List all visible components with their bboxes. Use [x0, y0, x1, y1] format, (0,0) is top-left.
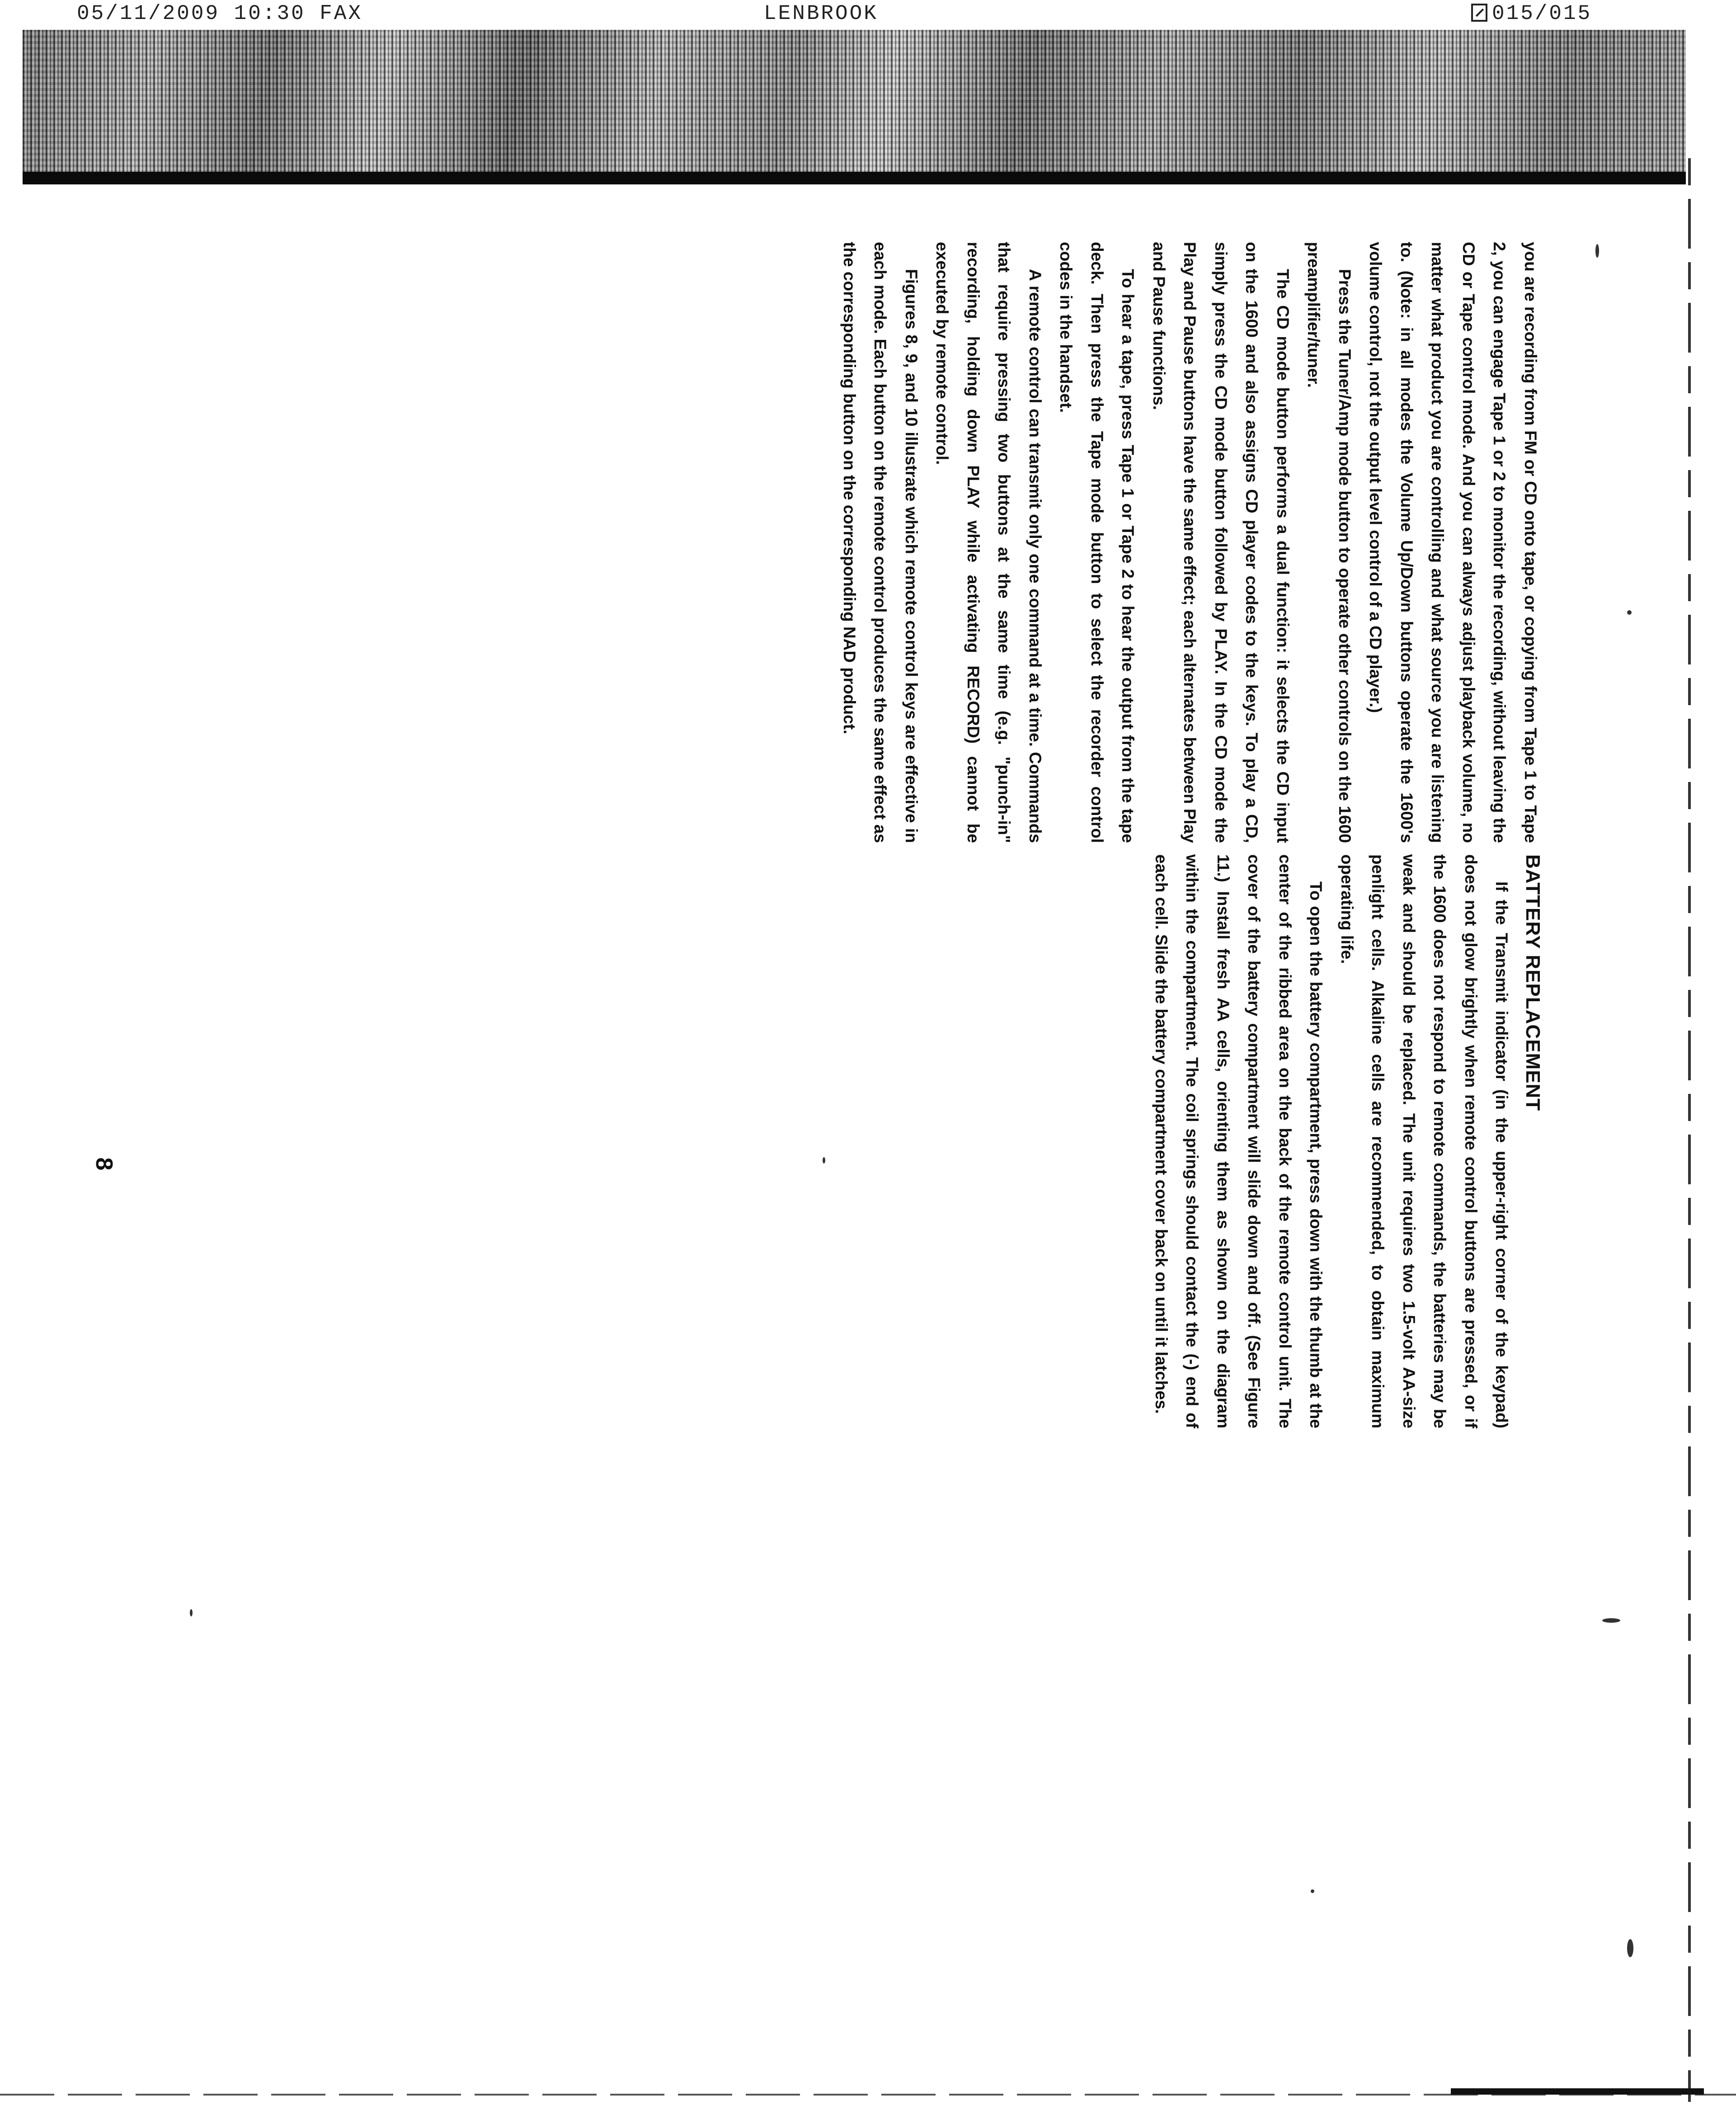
paragraph: To open the battery compartment, press down with the thumb at the center of the ribbed area on the back of the remote control unit. The cover of the battery compartment will slide down and off. (See Figure 11.) Install fresh AA cells, orienting them as shown on the diagram within the compartment. The coil springs should contact the (-) end of each cell. Slide the battery compartment cover back on until it latches. [1152, 854, 1326, 1428]
fax-sender: LENBROOK [764, 2, 878, 25]
scan-speck [1595, 244, 1599, 258]
bottom-corner-mark [1451, 2088, 1704, 2095]
text-column-left [834, 242, 1546, 843]
scan-speck [823, 1157, 825, 1163]
paragraph: If the Transmit indicator (in the upper-right corner of the keypad) does not glow brightly when remote control buttons are pressed, or if the 1600 does not respond to remote commands, the batteries may be weak and should be replaced. The unit requires two 1.5-volt AA-size penlight cells. Alkaline cells are recommended, to obtain maximum operating life. [1338, 854, 1511, 1428]
scan-speck [1627, 610, 1632, 615]
paragraph: A remote control can transmit only one command at a time. Commands that require pressing two buttons at the same time (e.g. "punch-in" recording, holding down PLAY while activating RECORD) cannot be executed by remote control. [933, 242, 1044, 843]
fax-header [0, 0, 1736, 29]
paragraph: Figures 8, 9, and 10 illustrate which remote control keys are effective in each mode. Each button on the remote control produces the same effect as the corresponding button on the corresponding NAD product. [840, 242, 921, 843]
right-edge-rule [1688, 158, 1691, 2102]
fax-datetime: 05/11/2009 10:30 FAX [77, 2, 363, 25]
section-heading: BATTERY REPLACEMENT [1522, 854, 1544, 1112]
scan-speck [190, 1609, 193, 1616]
paragraph: The CD mode button performs a dual function: it selects the CD input on the 1600 and also assigns CD player codes to the keys. To play a CD, simply press the CD mode button followed by PLAY. In the CD mode the Play and Pause buttons have the same effect; each alternates between Play and Pause functions. [1150, 242, 1292, 843]
paragraph: Press the Tuner/Amp mode button to operate other controls on the 1600 preamplifier/tuner. [1304, 242, 1354, 843]
fax-page: 015/015 [1492, 2, 1592, 25]
fax-page-counter [1471, 2, 1592, 25]
paragraph: you are recording from FM or CD onto tape, or copying from Tape 1 to Tape 2, you can engage Tape 1 or 2 to monitor the recording, without leaving the CD or Tape control mode. And you can always adjust playback volume, no matter what product you are controlling and what source you are listening to. (Note: in all modes the Volume Up/Down buttons operate the 1600's volume control, not the output level control of a CD player.) [1366, 242, 1540, 843]
scanned-banner [23, 30, 1686, 179]
page-number: 8 [91, 1157, 117, 1171]
text-column-right [1146, 854, 1548, 1428]
paragraph: To hear a tape, press Tape 1 or Tape 2 to hear the output from the tape deck. Then press the Tape mode button to select the recorder control codes in the handset. [1057, 242, 1138, 843]
scan-speck [1627, 1939, 1633, 1957]
scan-speck [1602, 1618, 1620, 1623]
banner-rule [23, 172, 1686, 184]
fax-checkbox-icon [1471, 4, 1487, 22]
scan-speck [1311, 1889, 1314, 1893]
